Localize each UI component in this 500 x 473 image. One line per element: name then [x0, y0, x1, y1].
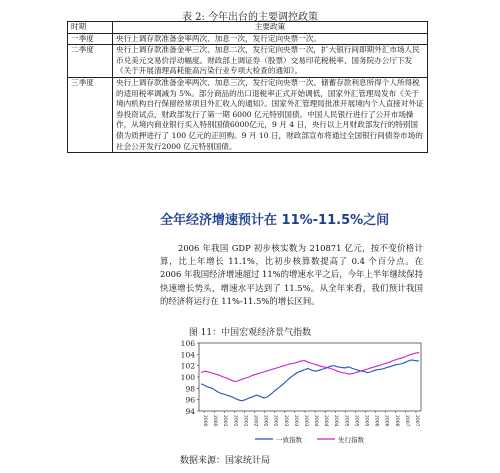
y-tick-label: 104 [180, 350, 195, 360]
legend-label: 先行指数 [338, 436, 364, 444]
table-caption: 表 2: 今年出台的主要调控政策 [181, 12, 319, 23]
row-period: 二季度 [68, 45, 113, 78]
row-period: 三季度 [68, 77, 113, 152]
body-paragraph: 2006 年我国 GDP 初步核实数为 210871 亿元，按不变价格计算，比上年增长 11.1%，比初步核算数提高了 0.4 个百分点。在 2006 年我国经济增速超过 11%的增速水平之后，今年上半年继续保持快速增长势头，增速水平达到了 11.5%。从全年来看，我们预计我国的经济将运行在 11%-11.5%的增长区间。 [160, 243, 424, 306]
x-tick-label: 2003 [282, 415, 288, 427]
x-tick-label: 2000 [212, 415, 218, 427]
x-tick-label: 2002 [262, 415, 268, 427]
x-tick-label: 2000 [202, 415, 208, 427]
series-line-1 [201, 360, 419, 401]
table-row [68, 33, 428, 45]
line-chart [175, 340, 425, 448]
y-tick-label: 96 [185, 395, 195, 405]
table-row [68, 45, 428, 78]
header-policy: 主要政策 [113, 22, 428, 34]
x-tick-label: 2005 [363, 415, 369, 427]
x-tick-label: 2006 [393, 415, 399, 427]
x-tick-label: 2004 [333, 415, 339, 427]
x-tick-label: 2003 [292, 415, 298, 427]
legend-label: 一致指数 [276, 436, 302, 444]
figure-caption: 图 11：中国宏观经济景气指数 [188, 328, 312, 338]
x-tick-label: 2006 [373, 415, 379, 427]
row-content: 央行上调存款准备金率两次、加息三次，发行定向央票一次、储蓄存款利息所得个人所得税的适用税率调减为 5%。部分商品的出口退税率正式开始调低，国家外汇管理局发布《关于境内机构自行保留经常项目外汇收入的通知》。国家外汇管理局批准开展境内个人直接对外证券投资试点，财政部发行了第一期 6000 亿元特别国债。中国人民银行进行了公开市场操作，从境内商业银行买入特别国债6000亿元，9 月 4 日，央行以上月财政部发行的特别国债为质押进行了 100 亿元的正回购。9 月 10 日，财政部宣布将通过全国银行间债券市场的社会公开发行2000 亿元特别国债。 [113, 77, 428, 152]
x-tick-label: 2002 [252, 415, 258, 427]
x-tick-label: 2004 [313, 415, 319, 427]
x-tick-label: 2007 [403, 415, 409, 427]
x-tick-label: 2004 [323, 415, 329, 427]
y-tick-label: 102 [180, 361, 195, 371]
policy-table [67, 21, 428, 153]
y-tick-label: 94 [185, 407, 195, 416]
y-tick-label: 106 [180, 340, 195, 348]
y-tick-label: 100 [180, 373, 195, 382]
series-line-2 [201, 353, 419, 382]
x-tick-label: 2002 [272, 415, 278, 427]
row-period: 一季度 [68, 33, 113, 45]
data-source: 数据来源：国家统计局 [180, 456, 271, 466]
x-tick-label: 2001 [222, 415, 228, 427]
x-tick-label: 2001 [232, 415, 238, 427]
plot-area [199, 343, 421, 411]
y-tick-label: 98 [185, 384, 195, 394]
header-period: 时期 [68, 22, 113, 34]
x-tick-label: 2007 [413, 415, 419, 427]
x-tick-label: 2006 [383, 415, 389, 427]
x-tick-label: 2003 [302, 415, 308, 427]
table-row [68, 77, 428, 152]
section-heading: 全年经济增速预计在 11%-11.5%之间 [160, 213, 390, 228]
row-content: 央行上调存款准备金率两次、加息一次，发行定向央票一次。 [113, 33, 428, 45]
x-tick-label: 2005 [353, 415, 359, 427]
row-content: 央行上调存款准备金率三次、加息二次，发行定向央票一次，扩大银行间即期外汇市场人民币兑美元交易价浮动幅度。财政部上调证券（股票）交易印花税税率、国务院办公厅下发《关于开展清理高耗能高污染行业专项大检查的通知》。 [113, 45, 428, 78]
x-tick-label: 2001 [242, 415, 248, 427]
table-header-row [68, 22, 428, 34]
x-tick-label: 2005 [343, 415, 349, 427]
